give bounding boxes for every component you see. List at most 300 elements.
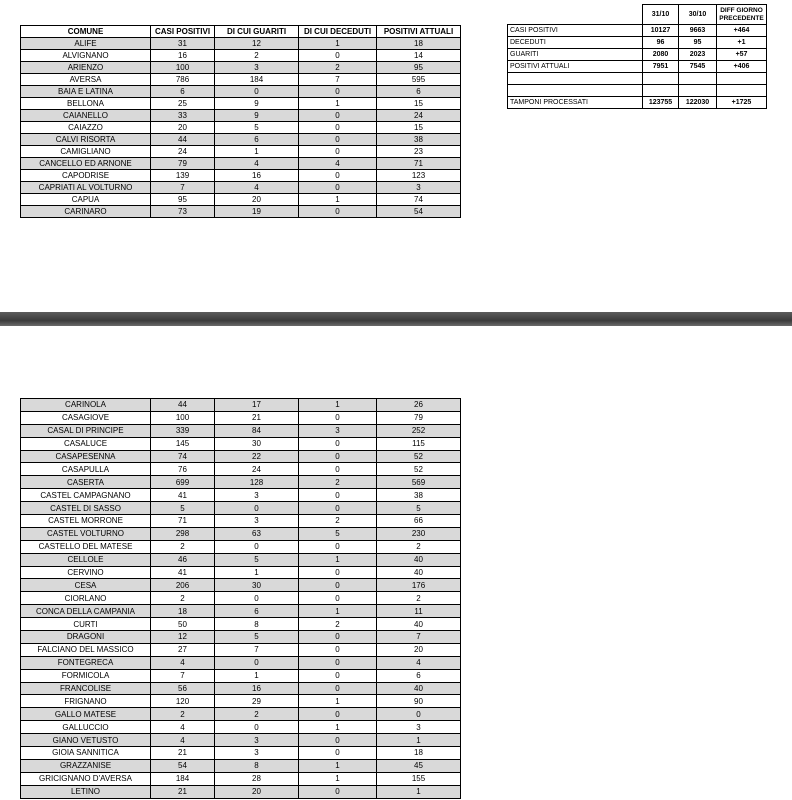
table-row [21,721,461,734]
table-row [21,553,461,566]
cell-casi-positivi: 24 [151,146,215,158]
cell-comune: CASTELLO DEL MATESE [21,540,151,553]
cell-comune: CASAPESENNA [21,450,151,463]
summary-header-date-2: 30/10 [679,5,717,25]
summary-header-diff: DIFF GIORNO PRECEDENTE [717,5,767,25]
cell-guariti: 28 [215,772,299,785]
table-row [21,424,461,437]
cell-deceduti: 0 [299,206,377,218]
cell-deceduti: 0 [299,579,377,592]
table-row [21,182,461,194]
cell-positivi-attuali: 7 [377,631,461,644]
summary-cell-label: TAMPONI PROCESSATI [508,97,643,109]
summary-cell-diff: +406 [717,61,767,73]
cell-comune: CIORLANO [21,592,151,605]
cell-guariti: 3 [215,489,299,502]
cell-guariti: 4 [215,158,299,170]
cell-guariti: 1 [215,669,299,682]
summary-row [508,25,767,37]
cell-positivi-attuali: 66 [377,515,461,528]
cell-comune: CASAPULLA [21,463,151,476]
table-row [21,146,461,158]
cell-positivi-attuali: 40 [377,553,461,566]
table-row [21,592,461,605]
cell-comune: AVERSA [21,74,151,86]
cell-deceduti: 0 [299,566,377,579]
page-divider [0,312,792,326]
cell-comune: CAMIGLIANO [21,146,151,158]
table-row [21,540,461,553]
cell-comune: CASAL DI PRINCIPE [21,424,151,437]
summary-cell-label: GUARITI [508,49,643,61]
cell-casi-positivi: 7 [151,669,215,682]
cell-comune: CANCELLO ED ARNONE [21,158,151,170]
cell-casi-positivi: 21 [151,785,215,798]
cell-deceduti: 0 [299,592,377,605]
summary-cell-label: POSITIVI ATTUALI [508,61,643,73]
cell-casi-positivi: 12 [151,631,215,644]
table-row [21,618,461,631]
cell-guariti: 3 [215,62,299,74]
cell-deceduti: 0 [299,643,377,656]
cell-positivi-attuali: 74 [377,194,461,206]
cell-comune: GRICIGNANO D'AVERSA [21,772,151,785]
cell-comune: FRANCOLISE [21,682,151,695]
cell-positivi-attuali: 23 [377,146,461,158]
cell-deceduti: 0 [299,134,377,146]
cell-comune: CAPRIATI AL VOLTURNO [21,182,151,194]
cell-casi-positivi: 120 [151,695,215,708]
cell-casi-positivi: 139 [151,170,215,182]
cell-positivi-attuali: 95 [377,62,461,74]
cell-comune: ALVIGNANO [21,50,151,62]
summary-cell-v2: 9663 [679,25,717,37]
cell-casi-positivi: 41 [151,489,215,502]
summary-cell-v2: 95 [679,37,717,49]
cell-positivi-attuali: 4 [377,656,461,669]
cell-guariti: 17 [215,399,299,412]
cell-comune: CERVINO [21,566,151,579]
cell-guariti: 4 [215,182,299,194]
cell-deceduti: 4 [299,158,377,170]
table-row [21,411,461,424]
cell-casi-positivi: 56 [151,682,215,695]
col-header-positivi-attuali: POSITIVI ATTUALI [377,26,461,38]
cell-deceduti: 1 [299,721,377,734]
cell-casi-positivi: 44 [151,134,215,146]
table-row [21,206,461,218]
cell-guariti: 0 [215,86,299,98]
cell-positivi-attuali: 79 [377,411,461,424]
col-header-casi-positivi: CASI POSITIVI [151,26,215,38]
cell-comune: CASTEL MORRONE [21,515,151,528]
cell-guariti: 30 [215,437,299,450]
summary-cell-v2 [679,85,717,97]
cell-deceduti: 0 [299,463,377,476]
summary-cell-v2: 7545 [679,61,717,73]
cell-casi-positivi: 31 [151,38,215,50]
cell-casi-positivi: 206 [151,579,215,592]
summary-cell-v1 [643,73,679,85]
cell-comune: LETINO [21,785,151,798]
cell-casi-positivi: 46 [151,553,215,566]
table-row [21,194,461,206]
table-row [21,98,461,110]
cell-guariti: 22 [215,450,299,463]
cell-positivi-attuali: 595 [377,74,461,86]
summary-cell-label: CASI POSITIVI [508,25,643,37]
summary-cell-v1: 2080 [643,49,679,61]
table-row [21,170,461,182]
cell-casi-positivi: 786 [151,74,215,86]
cell-deceduti: 0 [299,708,377,721]
table-row [21,38,461,50]
cell-comune: GALLO MATESE [21,708,151,721]
cell-deceduti: 0 [299,502,377,515]
cell-deceduti: 2 [299,476,377,489]
cell-guariti: 6 [215,134,299,146]
summary-cell-diff: +57 [717,49,767,61]
cell-positivi-attuali: 2 [377,592,461,605]
table-row [21,643,461,656]
cell-positivi-attuali: 6 [377,669,461,682]
summary-header-blank [508,5,643,25]
cell-positivi-attuali: 90 [377,695,461,708]
table-row [21,515,461,528]
cell-deceduti: 0 [299,785,377,798]
cell-comune: CONCA DELLA CAMPANIA [21,605,151,618]
table-row [21,134,461,146]
cell-casi-positivi: 44 [151,399,215,412]
summary-cell-v2: 2023 [679,49,717,61]
cell-comune: CASAGIOVE [21,411,151,424]
cell-guariti: 9 [215,98,299,110]
cell-casi-positivi: 2 [151,540,215,553]
cell-casi-positivi: 79 [151,158,215,170]
cell-casi-positivi: 73 [151,206,215,218]
cell-guariti: 8 [215,759,299,772]
cell-casi-positivi: 2 [151,708,215,721]
cell-deceduti: 0 [299,86,377,98]
cell-comune: CELLOLE [21,553,151,566]
cell-comune: CAPODRISE [21,170,151,182]
cell-casi-positivi: 4 [151,734,215,747]
cell-positivi-attuali: 5 [377,502,461,515]
cell-positivi-attuali: 24 [377,110,461,122]
cell-casi-positivi: 7 [151,182,215,194]
cell-guariti: 24 [215,463,299,476]
cell-casi-positivi: 21 [151,747,215,760]
table-row [21,682,461,695]
cell-comune: CASTEL CAMPAGNANO [21,489,151,502]
cell-casi-positivi: 4 [151,656,215,669]
cell-casi-positivi: 699 [151,476,215,489]
cell-guariti: 1 [215,566,299,579]
table-row [21,74,461,86]
cell-comune: CASTEL VOLTURNO [21,527,151,540]
cell-deceduti: 0 [299,734,377,747]
summary-header-row [508,5,767,25]
cell-deceduti: 1 [299,194,377,206]
cell-deceduti: 1 [299,553,377,566]
bottom-comuni-table [20,398,461,799]
cell-positivi-attuali: 52 [377,463,461,476]
table-row [21,785,461,798]
cell-positivi-attuali: 11 [377,605,461,618]
summary-cell-diff: +1725 [717,97,767,109]
cell-guariti: 12 [215,38,299,50]
cell-guariti: 5 [215,122,299,134]
table-row [21,579,461,592]
cell-positivi-attuali: 71 [377,158,461,170]
cell-guariti: 0 [215,656,299,669]
table-row [21,527,461,540]
cell-deceduti: 5 [299,527,377,540]
cell-casi-positivi: 54 [151,759,215,772]
table-row [21,110,461,122]
cell-guariti: 0 [215,540,299,553]
cell-guariti: 16 [215,682,299,695]
top-comuni-table [20,25,461,218]
cell-positivi-attuali: 40 [377,682,461,695]
cell-casi-positivi: 95 [151,194,215,206]
col-header-comune: COMUNE [21,26,151,38]
cell-comune: BELLONA [21,98,151,110]
table-row [21,463,461,476]
cell-deceduti: 1 [299,772,377,785]
summary-row [508,49,767,61]
cell-positivi-attuali: 40 [377,618,461,631]
summary-row [508,61,767,73]
table-row [21,708,461,721]
summary-row [508,97,767,109]
summary-cell-label [508,85,643,97]
cell-positivi-attuali: 230 [377,527,461,540]
cell-deceduti: 0 [299,669,377,682]
cell-guariti: 0 [215,592,299,605]
table-row [21,86,461,98]
cell-deceduti: 1 [299,759,377,772]
table-row [21,566,461,579]
cell-deceduti: 0 [299,450,377,463]
table-row [21,50,461,62]
cell-deceduti: 1 [299,695,377,708]
cell-deceduti: 3 [299,424,377,437]
cell-comune: FORMICOLA [21,669,151,682]
cell-deceduti: 1 [299,399,377,412]
cell-comune: CAIAZZO [21,122,151,134]
cell-guariti: 2 [215,50,299,62]
cell-deceduti: 0 [299,437,377,450]
cell-comune: GIANO VETUSTO [21,734,151,747]
cell-comune: CAIANELLO [21,110,151,122]
cell-casi-positivi: 27 [151,643,215,656]
cell-comune: ARIENZO [21,62,151,74]
cell-positivi-attuali: 569 [377,476,461,489]
cell-deceduti: 0 [299,146,377,158]
cell-casi-positivi: 16 [151,50,215,62]
cell-guariti: 19 [215,206,299,218]
table-row [21,158,461,170]
cell-guariti: 5 [215,553,299,566]
summary-cell-v1 [643,85,679,97]
table-row [21,669,461,682]
cell-deceduti: 0 [299,656,377,669]
cell-positivi-attuali: 14 [377,50,461,62]
cell-guariti: 29 [215,695,299,708]
table-row [21,772,461,785]
cell-deceduti: 1 [299,38,377,50]
cell-casi-positivi: 100 [151,62,215,74]
table-row [21,122,461,134]
col-header-deceduti: DI CUI DECEDUTI [299,26,377,38]
cell-comune: GRAZZANISE [21,759,151,772]
cell-positivi-attuali: 176 [377,579,461,592]
cell-comune: FRIGNANO [21,695,151,708]
cell-deceduti: 0 [299,182,377,194]
summary-cell-diff [717,85,767,97]
cell-casi-positivi: 5 [151,502,215,515]
summary-row [508,85,767,97]
cell-guariti: 3 [215,734,299,747]
cell-deceduti: 1 [299,605,377,618]
cell-positivi-attuali: 123 [377,170,461,182]
cell-deceduti: 2 [299,62,377,74]
summary-cell-diff: +1 [717,37,767,49]
cell-deceduti: 0 [299,540,377,553]
cell-comune: CURTI [21,618,151,631]
table-row [21,476,461,489]
cell-guariti: 84 [215,424,299,437]
cell-casi-positivi: 74 [151,450,215,463]
summary-row [508,73,767,85]
top-table-header-row [21,26,461,38]
cell-deceduti: 1 [299,98,377,110]
cell-casi-positivi: 18 [151,605,215,618]
summary-cell-v1: 10127 [643,25,679,37]
cell-comune: GALLUCCIO [21,721,151,734]
cell-positivi-attuali: 3 [377,182,461,194]
cell-deceduti: 0 [299,170,377,182]
cell-comune: CALVI RISORTA [21,134,151,146]
cell-comune: CASERTA [21,476,151,489]
cell-positivi-attuali: 45 [377,759,461,772]
cell-comune: BAIA E LATINA [21,86,151,98]
cell-positivi-attuali: 2 [377,540,461,553]
summary-cell-v1: 123755 [643,97,679,109]
cell-guariti: 184 [215,74,299,86]
cell-comune: CASTEL DI SASSO [21,502,151,515]
cell-positivi-attuali: 0 [377,708,461,721]
cell-comune: GIOIA SANNITICA [21,747,151,760]
cell-deceduti: 2 [299,515,377,528]
summary-cell-label: DECEDUTI [508,37,643,49]
cell-guariti: 20 [215,785,299,798]
cell-guariti: 8 [215,618,299,631]
summary-cell-v2: 122030 [679,97,717,109]
cell-positivi-attuali: 1 [377,785,461,798]
table-row [21,631,461,644]
summary-row [508,37,767,49]
cell-guariti: 3 [215,747,299,760]
cell-guariti: 2 [215,708,299,721]
table-row [21,450,461,463]
cell-casi-positivi: 6 [151,86,215,98]
cell-positivi-attuali: 15 [377,122,461,134]
cell-comune: CESA [21,579,151,592]
summary-cell-v1: 96 [643,37,679,49]
cell-positivi-attuali: 52 [377,450,461,463]
table-row [21,489,461,502]
cell-deceduti: 0 [299,747,377,760]
cell-deceduti: 0 [299,122,377,134]
cell-deceduti: 0 [299,682,377,695]
cell-guariti: 0 [215,502,299,515]
cell-positivi-attuali: 54 [377,206,461,218]
cell-casi-positivi: 2 [151,592,215,605]
cell-deceduti: 0 [299,50,377,62]
cell-comune: ALIFE [21,38,151,50]
cell-deceduti: 0 [299,631,377,644]
cell-guariti: 9 [215,110,299,122]
cell-comune: FALCIANO DEL MASSICO [21,643,151,656]
cell-casi-positivi: 4 [151,721,215,734]
cell-guariti: 7 [215,643,299,656]
cell-casi-positivi: 145 [151,437,215,450]
summary-cell-label [508,73,643,85]
cell-casi-positivi: 41 [151,566,215,579]
cell-positivi-attuali: 6 [377,86,461,98]
cell-positivi-attuali: 20 [377,643,461,656]
cell-casi-positivi: 339 [151,424,215,437]
cell-deceduti: 7 [299,74,377,86]
cell-guariti: 20 [215,194,299,206]
col-header-guariti: DI CUI GUARITI [215,26,299,38]
cell-guariti: 1 [215,146,299,158]
cell-guariti: 5 [215,631,299,644]
cell-comune: CASALUCE [21,437,151,450]
cell-positivi-attuali: 252 [377,424,461,437]
cell-positivi-attuali: 1 [377,734,461,747]
cell-positivi-attuali: 26 [377,399,461,412]
cell-comune: CARINARO [21,206,151,218]
cell-casi-positivi: 184 [151,772,215,785]
cell-casi-positivi: 298 [151,527,215,540]
summary-header-date-1: 31/10 [643,5,679,25]
summary-cell-v2 [679,73,717,85]
table-row [21,759,461,772]
table-row [21,502,461,515]
cell-casi-positivi: 33 [151,110,215,122]
cell-positivi-attuali: 115 [377,437,461,450]
cell-guariti: 63 [215,527,299,540]
cell-guariti: 128 [215,476,299,489]
table-row [21,747,461,760]
cell-casi-positivi: 20 [151,122,215,134]
summary-cell-diff: +464 [717,25,767,37]
summary-cell-diff [717,73,767,85]
cell-positivi-attuali: 40 [377,566,461,579]
cell-comune: FONTEGRECA [21,656,151,669]
cell-guariti: 0 [215,721,299,734]
table-row [21,695,461,708]
cell-deceduti: 2 [299,618,377,631]
summary-cell-v1: 7951 [643,61,679,73]
table-row [21,399,461,412]
cell-guariti: 6 [215,605,299,618]
cell-casi-positivi: 50 [151,618,215,631]
cell-positivi-attuali: 155 [377,772,461,785]
